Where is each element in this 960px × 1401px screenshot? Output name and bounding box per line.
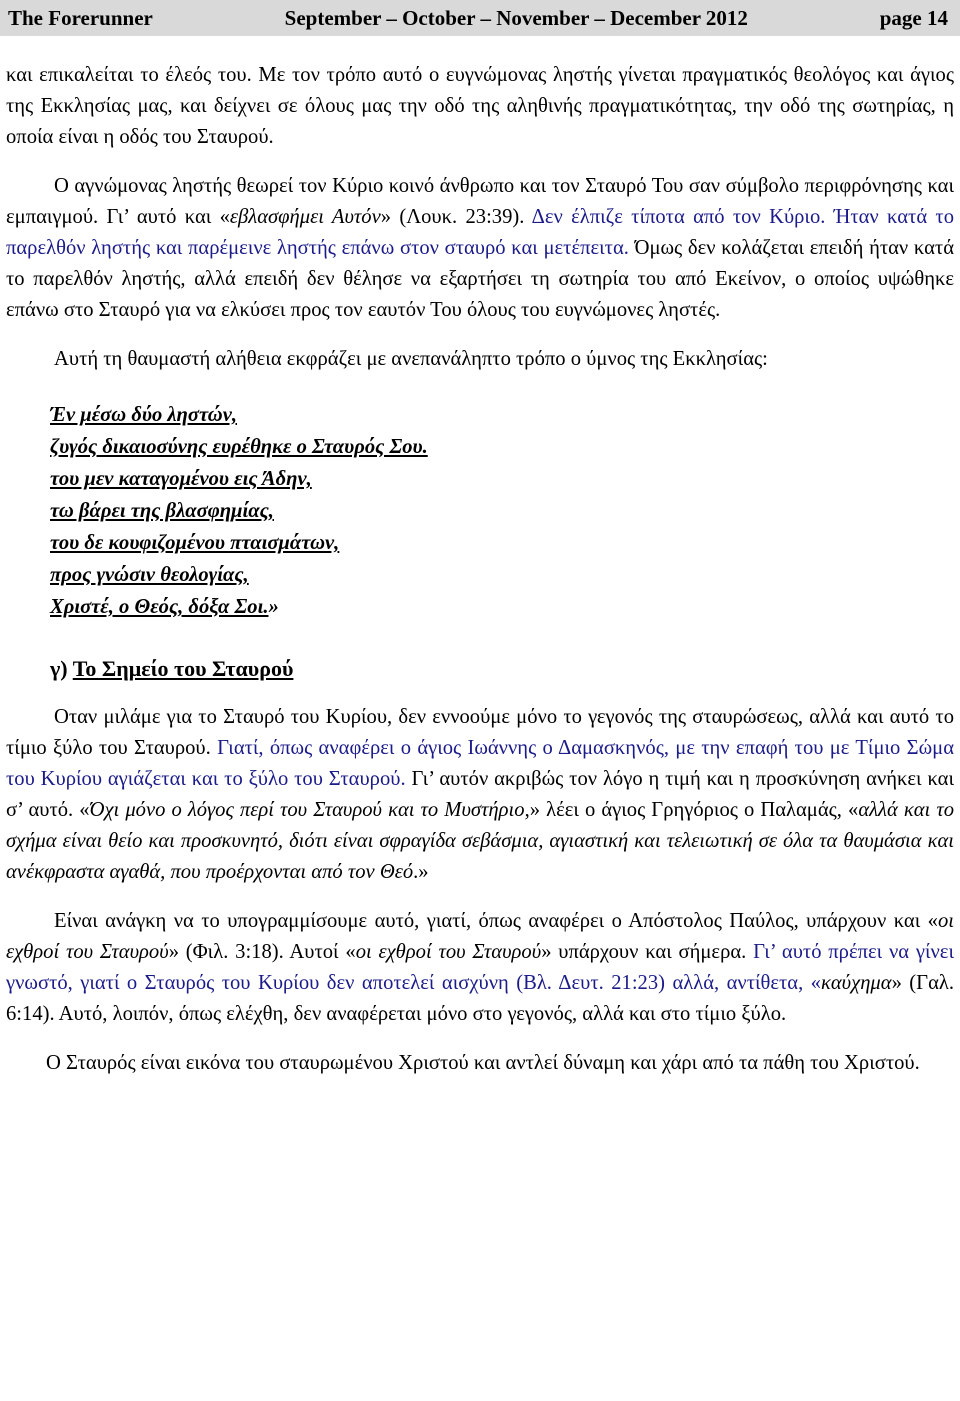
p5-text-a-end: » υπάρχουν και σήμερα. [541,941,747,963]
p5-quote-1: οι εχθροί του Σταυρού [6,910,954,963]
page-number: page 14 [879,5,948,30]
hymn-line-2: ζυγός δικαιοσύνης ευρέθηκε ο Σταυρός Σου. [50,436,428,458]
section-title-text: Το Σημείο του Σταυρού [72,656,294,681]
section-prefix: γ) [50,656,73,681]
p4-text-c: Γι’ αυτόν ακριβώς τον λόγο η τιμή και η προσκύνηση ανήκει και σ’ αυτό. [6,768,954,821]
p5-reference: » (Γαλ. 6:14). [6,972,954,1025]
hymn-line-3: του μεν καταγομένου εις Άδην, [50,468,312,490]
hymn-verses [6,399,954,623]
hymn-line-6: προς γνώσιν θεολογίας, [50,564,249,586]
p4-open-quote: « [79,799,90,821]
section-heading [6,653,954,684]
p2-text-a: Ο αγνώμονας ληστής θεωρεί τον Κύριο κοινό άνθρωπο και τον Σταυρό Του σαν σύμβολο περιφρόνησης και εμπαιγμού. Γι’ αυτό και « [6,175,954,228]
p5-text-b: Γι’ αυτό πρέπει να γίνει γνωστό, γιατί ο Σταυρός του Κυρίου δεν αποτελεί αισχύνη (Βλ. Δευτ. 21:23) αλλά, αντίθετα, « [6,941,954,994]
paragraph-2 [6,171,954,326]
paragraph-5 [6,906,954,1030]
hymn-line-7-text: Χριστέ, ο Θεός, δόξα Σοι. [50,596,269,618]
p2-text-c: Όμως δεν κολάζεται επειδή ήταν κατά το παρελθόν ληστής, αλλά επειδή δεν θέλησε να εξαρτήσει τη σωτηρία του από Εκείνον, ο οποίος υψώθηκε επάνω στο Σταυρό για να ελκύσει προς τον εαυτόν Του όλους του ευγνώμονες ληστές. [6,237,954,321]
p2-reference: » (Λουκ. 23:39). [380,206,525,228]
p4-close-quote: .» [413,861,429,883]
p5-text-mid: » (Φιλ. 3:18). Αυτοί « [168,941,356,963]
p4-text-a: Οταν μιλάμε για το Σταυρό του Κυρίου, δεν εννοούμε μόνο το γεγονός της σταυρώσεως, αλλά και αυτό το τίμιο ξύλο του Σταυρού. [6,706,954,759]
p4-quote-1: Όχι μόνο ο λόγος περί του Σταυρού και το Μυστήριο [89,799,525,821]
p5-quote-2: οι εχθροί του Σταυρού [355,941,542,963]
article-body [0,36,960,1079]
p4-quote-2: αλλά και το σχήμα είναι θείο και προσκυνητό, διότι είναι σφραγίδα σεβάσμια, αγιαστική και τελειωτική σε όλα τα θαυμάσια και ανέκφραστα αγαθά, που προέρχονται από τον Θεό [6,799,954,883]
hymn-closing-quote: » [268,596,279,618]
publication-title: The Forerunner [8,5,153,30]
paragraph-1: και επικαλείται το έλεός του. Με τον τρόπο αυτό ο ευγνώμονας ληστής γίνεται πραγματικός θεολόγος και άγιος της Εκκλησίας μας, και δείχνει σε όλους μας την οδό της αληθινής πραγματικότητας, την οδό της σωτηρίας, η οποία είναι η οδός του Σταυρού. [6,64,954,148]
issue-date: September – October – November – December 2012 [284,5,748,30]
p4-text-mid: ,» λέει ο άγιος Γρηγόριος ο Παλαμάς, « [524,799,859,821]
hymn-line-1: Έν μέσω δύο ληστών, [50,404,237,426]
p5-text-c: Αυτό, λοιπόν, όπως ελέχθη, δεν αναφέρεται μόνο στο γεγονός, αλλά και στο τίμιο ξύλο. [58,1003,787,1025]
paragraph-6: Ο Σταυρός είναι εικόνα του σταυρωμένου Χριστού και αντλεί δύναμη και χάρι από τα πάθη του Χριστού. [46,1052,920,1074]
p5-text-a: Είναι ανάγκη να το υπογραμμίσουμε αυτό, γιατί, όπως αναφέρει ο Απόστολος Παύλος, υπάρχουν και « [54,910,938,932]
hymn-line-5: του δε κουφιζομένου πταισμάτων, [50,532,340,554]
hymn-line-4: τω βάρει της βλασφημίας, [50,500,274,522]
page-header [0,0,960,36]
paragraph-4 [6,702,954,888]
hymn-line-7 [50,591,954,623]
p2-quote: εβλασφήμει Αυτόν [229,206,381,228]
paragraph-3: Αυτή τη θαυμαστή αλήθεια εκφράζει με ανεπανάληπτο τρόπο ο ύμνος της Εκκλησίας: [54,348,768,370]
p4-text-b: Γιατί, όπως αναφέρει ο άγιος Ιωάννης ο Δαμασκηνός, με την επαφή του με Τίμιο Σώμα του Κυρίου αγιάζεται και το ξύλο του Σταυρού. [6,737,955,790]
p5-quote-3: καύχημα [820,972,892,994]
p2-text-b: Δεν έλπιζε τίποτα από τον Κύριο. Ήταν κατά το παρελθόν ληστής και παρέμεινε ληστής επάνω στον σταυρό και μετέπειτα. [6,206,954,259]
